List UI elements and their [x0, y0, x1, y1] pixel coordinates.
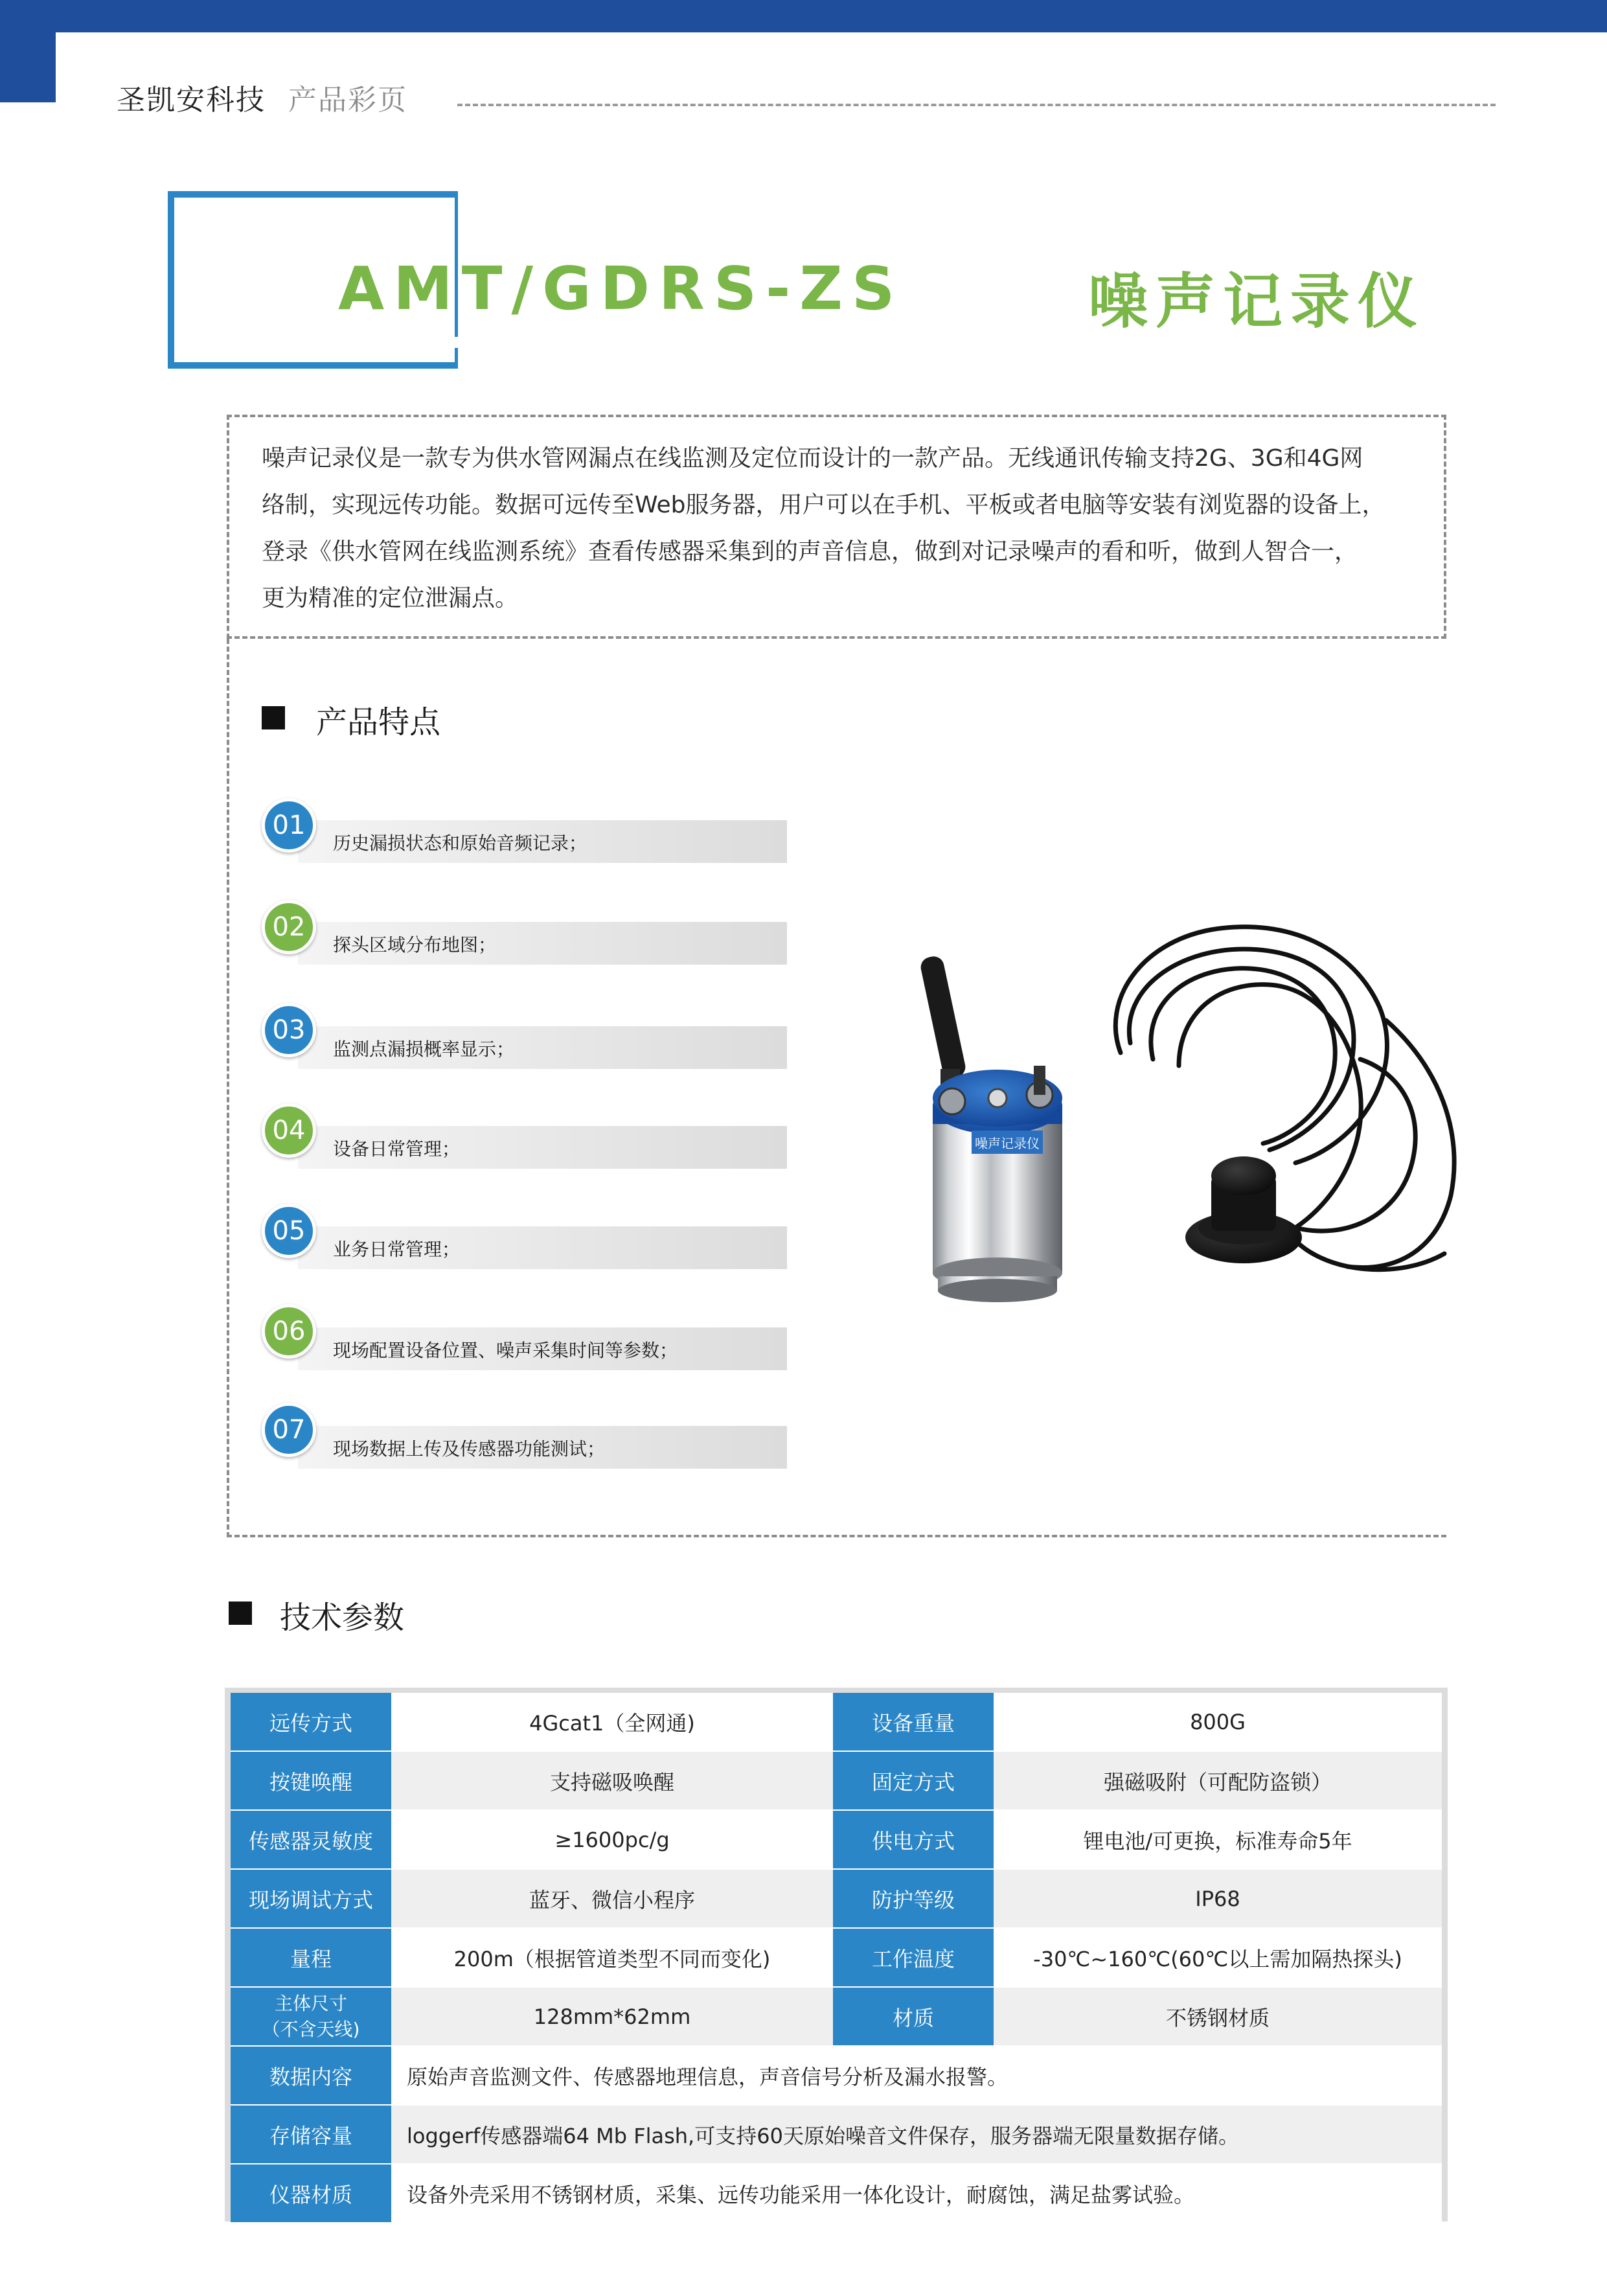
spec-value: 强磁吸附（可配防盗锁） — [994, 1752, 1442, 1811]
spec-value: 支持磁吸唤醒 — [391, 1752, 833, 1811]
spec-value: 设备外壳采用不锈钢材质，采集、远传功能采用一体化设计，耐腐蚀，满足盐雾试验。 — [391, 2164, 1442, 2223]
table-row — [231, 1693, 1442, 1752]
spec-label: 固定方式 — [833, 1752, 994, 1811]
table-row — [231, 2164, 1442, 2223]
spec-label: 远传方式 — [231, 1693, 391, 1752]
spec-label-line: （不含天线) — [262, 2018, 360, 2040]
feature-number: 05 — [262, 1204, 316, 1258]
tech-heading: 技术参数 — [280, 1600, 405, 1636]
spec-label: 数据内容 — [231, 2047, 391, 2106]
spec-value: 200m（根据管道类型不同而变化) — [391, 1929, 833, 1988]
product-name: 噪声记录仪 — [1088, 267, 1426, 336]
spec-label: 传感器灵敏度 — [231, 1811, 391, 1870]
spec-value: 4Gcat1（全网通) — [391, 1693, 833, 1752]
spec-label-line: 主体尺寸 — [274, 1992, 347, 2014]
table-row — [231, 2106, 1442, 2164]
table-row — [231, 1929, 1442, 1988]
spec-value: IP68 — [994, 1870, 1442, 1929]
feature-number: 07 — [262, 1403, 316, 1457]
spec-label — [231, 1988, 391, 2047]
feature-text: 现场数据上传及传感器功能测试； — [333, 1438, 606, 1460]
spec-value: 原始声音监测文件、传感器地理信息，声音信号分析及漏水报警。 — [391, 2047, 1442, 2106]
description-line: 登录《供水管网在线监测系统》查看传感器采集到的声音信息，做到对记录噪声的看和听，做到人智合一， — [262, 538, 1358, 565]
spec-table — [231, 1693, 1442, 2223]
feature-text: 设备日常管理； — [333, 1138, 461, 1160]
spec-label: 设备重量 — [833, 1693, 994, 1752]
feature-number: 06 — [262, 1304, 316, 1359]
header-divider — [457, 104, 1496, 106]
description-line: 络制，实现远传功能。数据可远传至Web服务器，用户可以在手机、平板或者电脑等安装有浏览器的设备上， — [262, 492, 1385, 518]
spec-label: 现场调试方式 — [231, 1870, 391, 1929]
spec-label: 供电方式 — [833, 1811, 994, 1870]
spec-value: 锂电池/可更换，标准寿命5年 — [994, 1811, 1442, 1870]
spec-label: 量程 — [231, 1929, 391, 1988]
feature-number: 03 — [262, 1003, 316, 1057]
spec-label: 材质 — [833, 1988, 994, 2047]
feature-number: 02 — [262, 900, 316, 954]
spec-value: 蓝牙、微信小程序 — [391, 1870, 833, 1929]
feature-text: 现场配置设备位置、噪声采集时间等参数； — [333, 1340, 678, 1361]
noise-logger-image — [907, 904, 1477, 1344]
section-name: 产品彩页 — [288, 84, 407, 117]
table-row — [231, 1988, 1442, 2047]
spec-value: ≥1600pc/g — [391, 1811, 833, 1870]
device-label: 噪声记录仪 — [975, 1136, 1040, 1151]
header-bar — [0, 0, 1607, 32]
feature-number: 04 — [262, 1103, 316, 1158]
description-text — [262, 435, 1421, 622]
description-line: 更为精准的定位泄漏点。 — [262, 585, 519, 612]
table-row — [231, 1752, 1442, 1811]
table-row — [231, 1870, 1442, 1929]
product-model: AMT/GDRS-ZS — [338, 254, 904, 323]
table-row — [231, 2047, 1442, 2106]
spec-value: loggerf传感器端64 Mb Flash,可支持60天原始噪音文件保存，服务器端无限量数据存储。 — [391, 2106, 1442, 2164]
spec-label: 仪器材质 — [231, 2164, 391, 2223]
spec-value: -30℃~160℃(60℃以上需加隔热探头) — [994, 1929, 1442, 1988]
feature-text: 监测点漏损概率显示； — [333, 1039, 515, 1060]
table-row — [231, 1811, 1442, 1870]
spec-label: 工作温度 — [833, 1929, 994, 1988]
spec-value: 800G — [994, 1693, 1442, 1752]
section-marker — [262, 706, 285, 729]
spec-value: 128mm*62mm — [391, 1988, 833, 2047]
spec-value: 不锈钢材质 — [994, 1988, 1442, 2047]
feature-text: 探头区域分布地图； — [333, 934, 497, 956]
header-tab — [0, 32, 56, 102]
spec-label: 存储容量 — [231, 2106, 391, 2164]
feature-text: 业务日常管理； — [333, 1239, 461, 1260]
spec-label: 防护等级 — [833, 1870, 994, 1929]
description-line: 噪声记录仪是一款专为供水管网漏点在线监测及定位而设计的一款产品。无线通讯传输支持2G、3G和4G网 — [262, 445, 1363, 472]
feature-text: 历史漏损状态和原始音频记录； — [333, 832, 587, 854]
company-name: 圣凯安科技 — [117, 84, 266, 117]
feature-number: 01 — [262, 798, 316, 853]
section-marker — [229, 1601, 252, 1625]
features-heading: 产品特点 — [316, 704, 441, 740]
spec-label: 按键唤醒 — [231, 1752, 391, 1811]
